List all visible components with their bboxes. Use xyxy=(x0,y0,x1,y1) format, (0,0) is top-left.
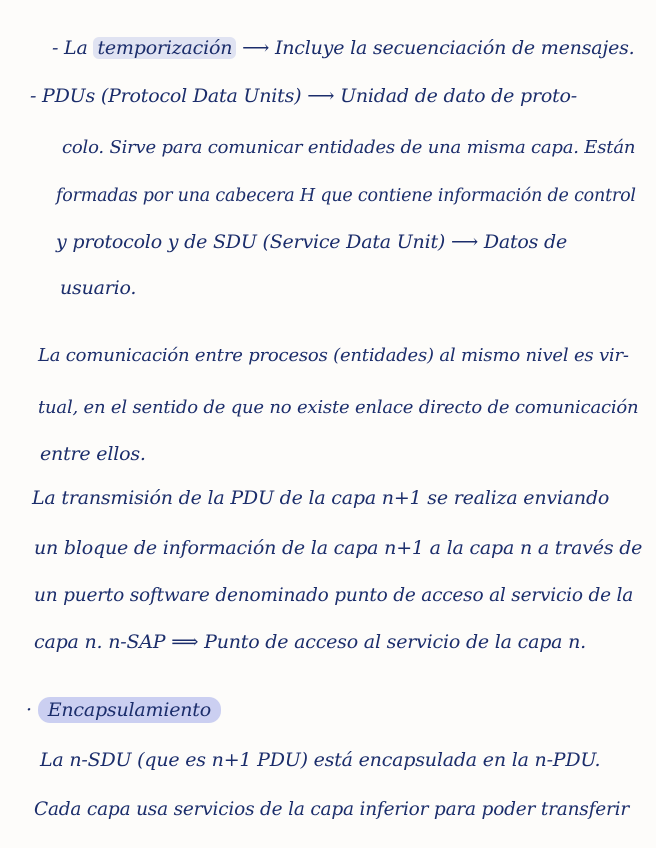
note-line: entre ellos. xyxy=(40,443,146,465)
note-line-comunicacion: La comunicación entre procesos (entidades) al mismo nivel es vir- xyxy=(38,345,629,366)
note-line: usuario. xyxy=(60,277,137,299)
note-line-pdus: - PDUs (Protocol Data Units) ⟶ Unidad de dato de proto- xyxy=(30,85,577,107)
note-line-nsdu: La n-SDU (que es n+1 PDU) está encapsulada en la n-PDU. xyxy=(40,749,601,771)
bullet: · xyxy=(26,699,32,721)
note-line: Cada capa usa servicios de la capa inferior para poder transferir xyxy=(34,799,629,820)
note-line: un bloque de información de la capa n+1 a la capa n a través de xyxy=(34,537,643,559)
section-heading-encapsulamiento xyxy=(26,698,221,722)
note-line: y protocolo y de SDU (Service Data Unit) ⟶ Datos de xyxy=(56,231,568,253)
highlighted-heading: Encapsulamiento xyxy=(38,697,221,723)
note-line: un puerto software denominado punto de acceso al servicio de la xyxy=(34,585,634,606)
note-line: tual, en el sentido de que no existe enlace directo de comunicación xyxy=(38,397,639,418)
note-line: capa n. n-SAP ⟹ Punto de acceso al servicio de la capa n. xyxy=(34,631,587,653)
note-text: ⟶ Incluye la secuenciación de mensajes. xyxy=(236,37,635,59)
note-text: - La xyxy=(52,37,94,59)
note-line-transmision: La transmisión de la PDU de la capa n+1 se realiza enviando xyxy=(32,487,610,509)
note-line: formadas por una cabecera H que contiene información de control xyxy=(56,186,636,206)
note-line: colo. Sirve para comunicar entidades de una misma capa. Están xyxy=(62,137,636,158)
highlighted-term: temporización xyxy=(93,37,236,59)
note-line-temporizacion xyxy=(52,36,635,60)
